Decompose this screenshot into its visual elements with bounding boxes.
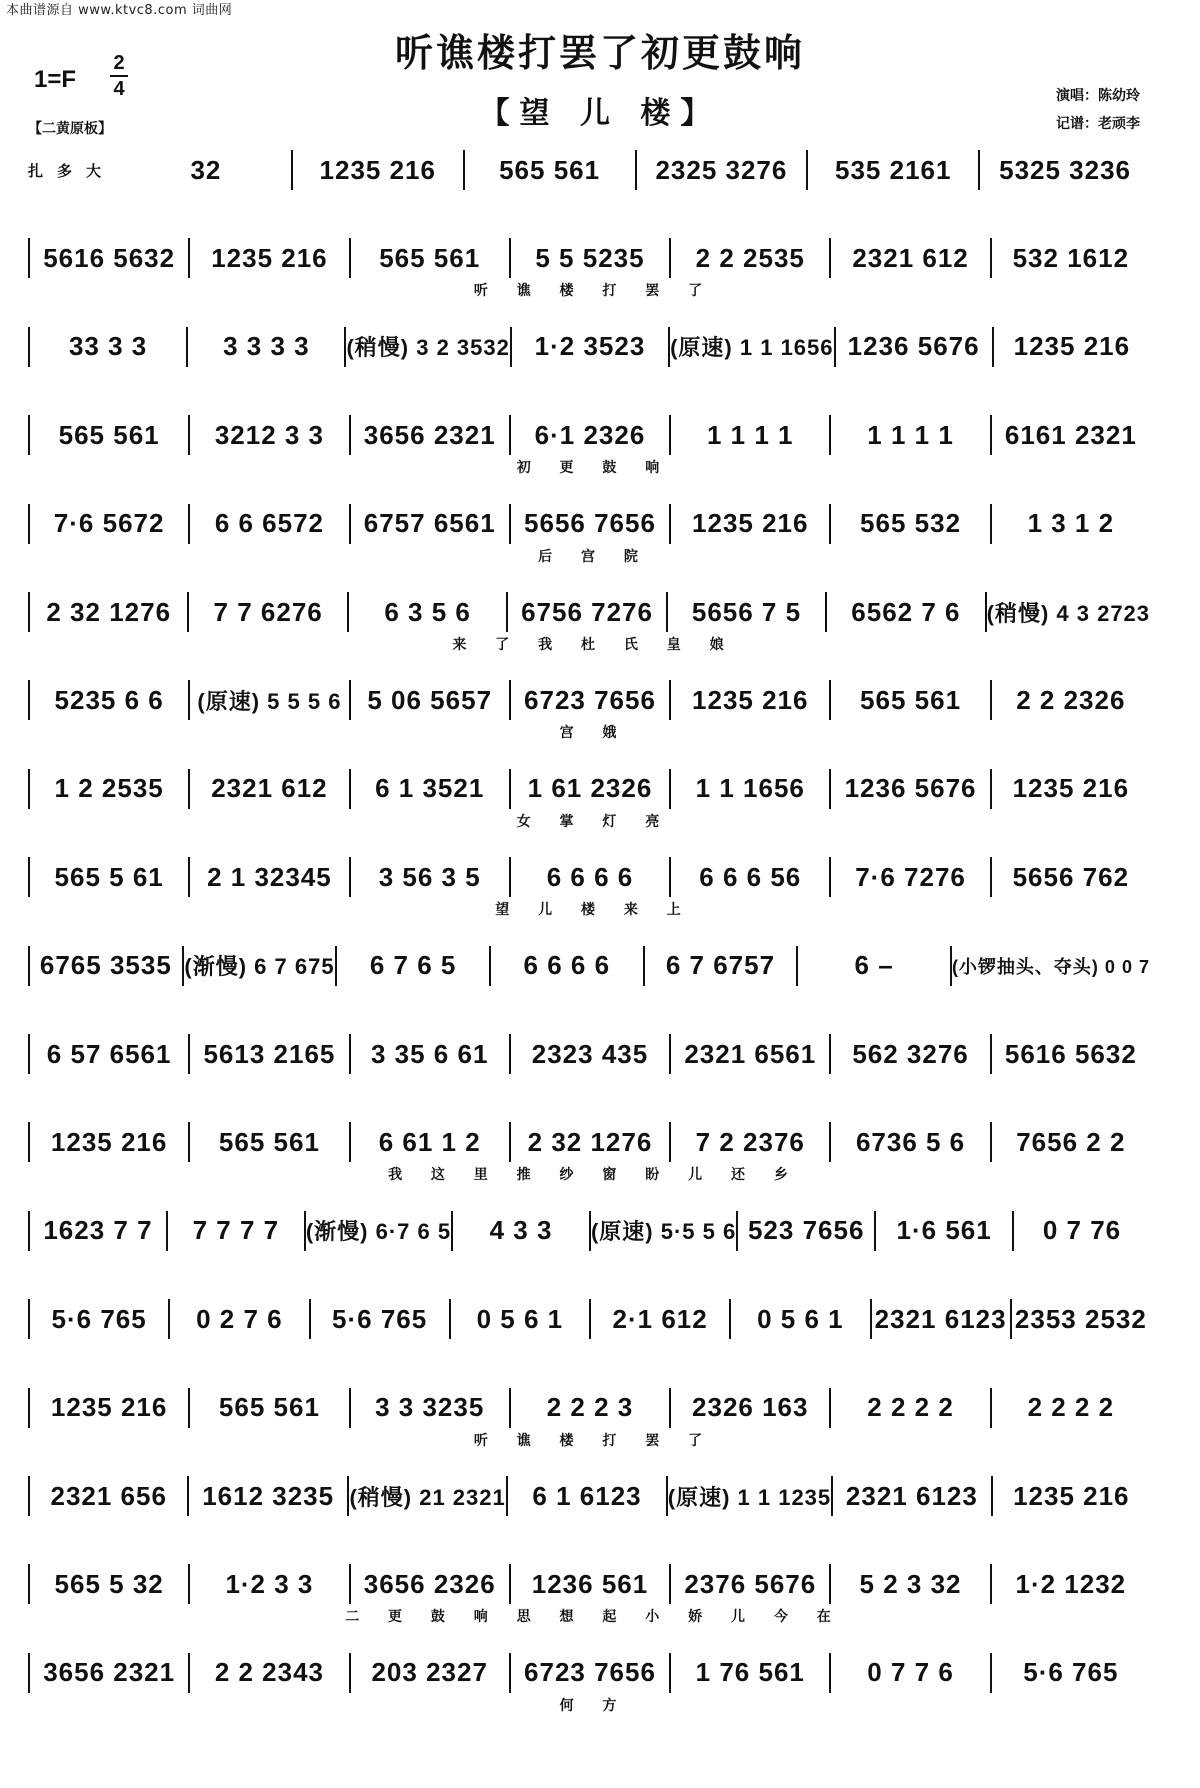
score-row	[28, 224, 1150, 298]
lyrics-line	[28, 1606, 1150, 1624]
tune-subtitle: 【望 儿 楼】	[479, 96, 721, 131]
measure: 0 5 6 1	[757, 1303, 844, 1334]
measure: 6 3 5 6	[384, 596, 471, 627]
measure: 2 2 2326	[1016, 684, 1126, 715]
measure: (稍慢) 4 3 2723	[986, 600, 1151, 626]
measure: 6736 5 6	[855, 1126, 966, 1157]
measure: (渐慢) 6·7 6 5	[305, 1219, 452, 1245]
measure: 565 5 32	[54, 1568, 164, 1599]
measure: (小锣抽头、夺头) 0 0 7	[951, 956, 1150, 977]
lyrics-line	[28, 457, 1150, 475]
measure: 565 561	[58, 419, 160, 450]
lyrics-line	[28, 1430, 1150, 1448]
measure: 5656 762	[1012, 861, 1130, 892]
score-row	[28, 932, 1150, 1006]
measure: 565 532	[860, 508, 962, 539]
measure: 3656 2326	[363, 1568, 496, 1599]
measure: 6·1 2326	[534, 419, 646, 450]
measure: 2 2 2343	[214, 1657, 325, 1688]
measure: 5616 5632	[43, 242, 176, 273]
measure: 565 561	[860, 684, 962, 715]
measure: 5·6 765	[332, 1303, 428, 1334]
measure: 3 35 6 61	[370, 1038, 489, 1069]
score-row	[28, 1020, 1150, 1094]
measure: 3656 2321	[363, 419, 496, 450]
lyrics-line	[28, 1164, 1150, 1182]
measure: 5325 3236	[999, 154, 1132, 185]
measure: 7·6 5672	[53, 508, 165, 539]
measure: 2 32 1276	[527, 1126, 653, 1157]
credits	[1056, 82, 1140, 138]
measure: 1236 5676	[844, 773, 977, 804]
measure: 1 61 2326	[527, 773, 653, 804]
measure: 1623 7 7	[43, 1215, 153, 1246]
score-row	[28, 1374, 1150, 1448]
measure: 565 561	[499, 154, 601, 185]
time-signature	[110, 52, 128, 100]
measure: (原速) 1 1 1656	[670, 335, 834, 361]
score-row	[28, 490, 1150, 564]
measure: 6 6 6572	[214, 508, 325, 539]
measure: 1235 216	[1013, 331, 1131, 362]
measure: 7·6 7276	[855, 861, 966, 892]
pickup-syllables: 扎多大	[28, 161, 116, 180]
measure: 3 3 3 3	[223, 331, 310, 362]
score-row	[28, 755, 1150, 829]
lyrics-line	[28, 634, 1150, 652]
measure: 5656 7656	[524, 508, 656, 539]
score-row	[28, 1197, 1150, 1271]
lyrics-text: 后 宫 院	[538, 548, 640, 565]
lyrics-text: 何 方	[559, 1697, 619, 1714]
measure: 203 2327	[371, 1657, 488, 1688]
measure: 565 561	[218, 1392, 320, 1423]
measure: 565 561	[379, 242, 481, 273]
measure: 532 1612	[1012, 242, 1130, 273]
measure: 2321 656	[50, 1480, 167, 1511]
measure: 1235 216	[211, 242, 328, 273]
measure: 2323 435	[531, 1038, 649, 1069]
measure: 4 3 3	[489, 1215, 553, 1246]
lyrics-text: 来 了 我 杜 氏 皇 娘	[452, 637, 726, 653]
measure: 1612 3235	[202, 1480, 335, 1511]
score-row	[28, 1639, 1150, 1713]
measure: 6 –	[854, 950, 894, 981]
measure: 7 2 2376	[695, 1126, 805, 1157]
measure: 1235 216	[50, 1126, 168, 1157]
measure: 1 76 561	[695, 1657, 805, 1688]
measure: 2 32 1276	[46, 596, 172, 627]
measure: 1·2 3 3	[225, 1568, 314, 1599]
measure: 6161 2321	[1004, 419, 1137, 450]
score-row	[28, 136, 1150, 210]
measure: 2376 5676	[684, 1568, 817, 1599]
measure: 1·6 561	[896, 1215, 992, 1246]
measure: 5·6 765	[1023, 1657, 1119, 1688]
measure: (原速) 5·5 5 6	[590, 1219, 737, 1245]
measure: 5·6 765	[51, 1303, 147, 1334]
measure: 2321 6123	[874, 1303, 1007, 1334]
key-signature: 1=F	[34, 66, 77, 93]
measure: 3656 2321	[43, 1657, 176, 1688]
measure: 2 1 32345	[207, 861, 332, 892]
measure: (渐慢) 6 7 675	[184, 954, 335, 980]
lyrics-text: 听 谯 楼 打 罢 了	[473, 1432, 705, 1449]
measure: 1236 5676	[847, 331, 980, 362]
score-row	[28, 313, 1150, 387]
measure: (稍慢) 3 2 3532	[346, 335, 510, 361]
measure: 6756 7276	[521, 596, 653, 627]
score-row	[28, 666, 1150, 740]
measure: 562 3276	[852, 1038, 969, 1069]
measure: 32	[190, 154, 222, 185]
measure: 6 6 6 56	[699, 861, 802, 892]
score-row	[28, 401, 1150, 475]
lyrics-line	[28, 811, 1150, 829]
measure: 2 2 2 2	[867, 1392, 954, 1423]
measure: 6 6 6 6	[546, 861, 634, 892]
measure: 6562 7 6	[851, 596, 961, 627]
lyrics-line	[28, 1695, 1150, 1713]
measure: 0 5 6 1	[476, 1303, 564, 1334]
measure: 33 3 3	[68, 331, 148, 362]
score-row	[28, 1108, 1150, 1182]
score-row	[28, 1285, 1150, 1359]
measure: 6 7 6757	[665, 950, 776, 981]
measure: 2·1 612	[612, 1303, 708, 1334]
lyrics-text: 望 儿 楼 来 上	[495, 902, 683, 919]
measure: 3 3 3235	[375, 1392, 485, 1423]
lyrics-text: 听 谯 楼 打 罢 了	[473, 283, 705, 300]
singer-credit: 演唱：陈幼玲	[1056, 88, 1140, 104]
measure: 5656 7 5	[691, 596, 802, 627]
measure: 3212 3 3	[214, 419, 325, 450]
measure: 3 56 3 5	[378, 861, 481, 892]
measure: 2 2 2535	[695, 242, 805, 273]
measure: 5235 6 6	[54, 684, 164, 715]
measure: 1 1 1 1	[867, 419, 954, 450]
measure: 6 6 6 6	[523, 950, 611, 981]
measure: 2 2 2 3	[546, 1392, 634, 1423]
measure: 2321 6561	[684, 1038, 817, 1069]
measure: 565 5 61	[54, 861, 164, 892]
measure: (稍慢) 21 2321	[349, 1484, 506, 1510]
lyrics-text: 我 这 里 推 纱 窗 盼 儿 还 乡	[388, 1167, 790, 1184]
measure: 1 2 2535	[54, 773, 164, 804]
measure: 2353 2532	[1014, 1303, 1147, 1334]
score-row	[28, 1550, 1150, 1624]
measure: 1235 216	[692, 684, 809, 715]
measure: 6 57 6561	[46, 1038, 172, 1069]
measure: 5616 5632	[1004, 1038, 1137, 1069]
lyrics-line	[28, 899, 1150, 917]
measure: 2321 612	[211, 773, 328, 804]
lyrics-text: 宫 娥	[559, 725, 619, 742]
measure: 1 1 1 1	[707, 419, 794, 450]
measure: 2 2 2 2	[1027, 1392, 1115, 1423]
measure: 7656 2 2	[1016, 1126, 1126, 1157]
measure: 1235 216	[50, 1392, 168, 1423]
song-title: 听谯楼打罢了初更鼓响	[394, 30, 805, 75]
measure: 6 7 6 5	[369, 950, 457, 981]
time-signature-bottom: 4	[113, 78, 125, 100]
measure: 6723 7656	[524, 1657, 656, 1688]
score-row	[28, 578, 1150, 652]
measure: 0 7 76	[1042, 1215, 1122, 1246]
measure: 5 5 5235	[535, 242, 645, 273]
measure: 1 1 1656	[695, 773, 805, 804]
measure: (原速) 5 5 5 6	[197, 688, 342, 714]
lyrics-line	[28, 546, 1150, 564]
lyrics-line	[28, 722, 1150, 740]
measure: 523 7656	[747, 1215, 865, 1246]
time-signature-top: 2	[113, 52, 125, 74]
measure: 6 1 3521	[375, 773, 485, 804]
notation-credit: 记谱：老顽李	[1056, 116, 1140, 132]
measure: 6 1 6123	[532, 1480, 642, 1511]
measure: 7 7 7 7	[192, 1215, 280, 1246]
measure: (原速) 1 1 1235	[667, 1484, 832, 1510]
mode-label: 【二黄原板】	[28, 121, 112, 137]
measure: 1·2 3523	[534, 331, 646, 362]
measure: 6757 6561	[363, 508, 496, 539]
measure: 1235 216	[1012, 773, 1130, 804]
measure: 5613 2165	[203, 1038, 336, 1069]
lyrics-text: 初 更 鼓 响	[516, 460, 662, 477]
measure: 2325 3276	[655, 154, 788, 185]
measure: 1235 216	[1013, 1480, 1130, 1511]
measure: 1235 216	[319, 154, 436, 185]
measure: 2321 6123	[845, 1480, 978, 1511]
score-row	[28, 843, 1150, 917]
lyrics-text: 二 更 鼓 响 思 想 起 小 娇 儿 今 在	[345, 1609, 833, 1626]
measure: 6723 7656	[524, 684, 656, 715]
watermark: 本曲谱源自 www.ktvc8.com 词曲网	[6, 3, 233, 18]
measure: 1 3 1 2	[1027, 508, 1115, 539]
measure: 1236 561	[531, 1568, 649, 1599]
score-row	[28, 1462, 1150, 1536]
measure: 0 7 7 6	[867, 1657, 954, 1688]
measure: 2321 612	[852, 242, 969, 273]
measure: 2326 163	[692, 1392, 809, 1423]
measure: 7 7 6276	[213, 596, 323, 627]
lyrics-text: 女 掌 灯 亮	[516, 813, 662, 830]
measure: 535 2161	[835, 154, 952, 185]
measure: 6 61 1 2	[378, 1126, 481, 1157]
measure: 5 06 5657	[367, 684, 493, 715]
lyrics-line	[28, 280, 1150, 298]
measure: 0 2 7 6	[196, 1303, 283, 1334]
measure: 6765 3535	[39, 950, 172, 981]
measure: 565 561	[218, 1126, 320, 1157]
measure: 1·2 1232	[1015, 1568, 1127, 1599]
measure: 5 2 3 32	[859, 1568, 962, 1599]
measure: 1235 216	[692, 508, 809, 539]
